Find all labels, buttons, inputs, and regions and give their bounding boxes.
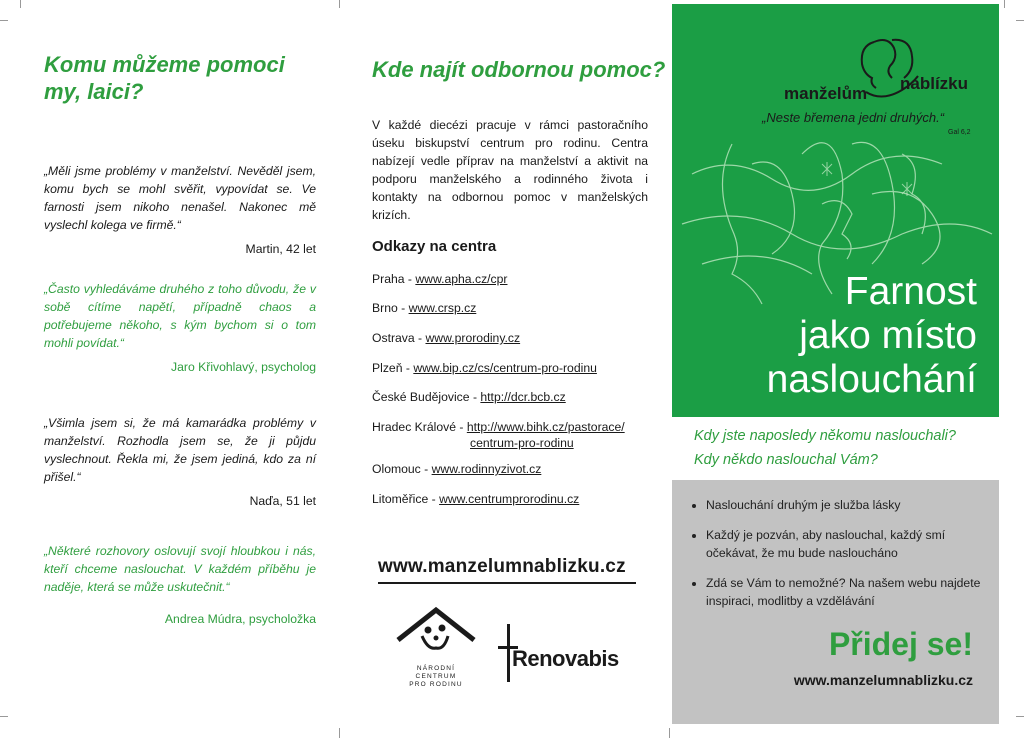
middle-column bbox=[340, 0, 670, 738]
cover-green-box bbox=[672, 4, 999, 417]
quote-author: Naďa, 51 let bbox=[249, 494, 316, 508]
ncr-logo-text: CENTRUM bbox=[415, 673, 457, 680]
crop-mark bbox=[1004, 0, 1005, 8]
center-link[interactable]: http://www.bihk.cz/pastorace/ bbox=[466, 420, 625, 434]
city-label: Litoměřice - bbox=[372, 492, 440, 506]
quote-author: Martin, 42 let bbox=[245, 242, 316, 256]
left-column bbox=[0, 0, 340, 738]
city-label: Praha - bbox=[372, 272, 416, 286]
quote-block bbox=[44, 414, 316, 510]
center-link-item bbox=[372, 331, 520, 345]
cover-title bbox=[767, 270, 977, 402]
crop-mark bbox=[1016, 20, 1024, 21]
links-heading: Odkazy na centra bbox=[372, 238, 497, 255]
brand-name-left: manželům bbox=[784, 84, 868, 103]
center-link[interactable]: www.prorodiny.cz bbox=[425, 331, 521, 345]
cover-title-line: jako místo bbox=[799, 314, 977, 357]
quote-block bbox=[44, 280, 316, 376]
center-link-continuation[interactable]: centrum-pro-rodinu bbox=[470, 436, 574, 450]
ncr-logo bbox=[392, 604, 480, 688]
quote-block bbox=[44, 162, 316, 258]
ncr-logo-text: PRO RODINU bbox=[409, 681, 463, 688]
bullet-list bbox=[690, 496, 998, 622]
crop-mark bbox=[1016, 716, 1024, 717]
quote-text: „Často vyhledáváme druhého z toho důvodu, že v sobě cítíme napětí, případně chaos a potřebujeme někoho, s kým bychom si o tom mohli povídat.“ bbox=[44, 282, 316, 350]
quote-author: Andrea Múdra, psycholožka bbox=[164, 612, 316, 626]
center-link[interactable]: www.rodinnyzivot.cz bbox=[431, 462, 542, 476]
bullet-item: • Naslouchání druhým je služba lásky bbox=[706, 496, 998, 514]
divider bbox=[378, 582, 636, 584]
center-link-item bbox=[372, 420, 625, 450]
middle-heading: Kde najít odbornou pomoc? bbox=[372, 57, 666, 82]
city-label: Olomouc - bbox=[372, 462, 432, 476]
website-url[interactable]: www.manzelumnablizku.cz bbox=[378, 556, 626, 577]
center-link[interactable]: www.crsp.cz bbox=[408, 301, 477, 315]
house-family-icon bbox=[392, 604, 480, 660]
center-link-item bbox=[372, 361, 597, 375]
quote-author: Jaro Křivohlavý, psycholog bbox=[171, 360, 316, 374]
cover-title-line: Farnost bbox=[844, 270, 977, 313]
bullet-item: • Každý je pozván, aby naslouchal, každý smí očekávat, že mu bude nasloucháno bbox=[706, 526, 998, 562]
city-label: Brno - bbox=[372, 301, 409, 315]
info-gray-box bbox=[672, 480, 999, 724]
call-to-action: Přidej se! bbox=[828, 626, 973, 662]
center-link-item bbox=[372, 462, 541, 476]
city-label: Hradec Králové - bbox=[372, 420, 467, 434]
center-link[interactable]: www.bip.cz/cs/centrum-pro-rodinu bbox=[413, 361, 597, 375]
question-line: Kdy někdo naslouchal Vám? bbox=[694, 452, 878, 468]
motto-reference: Gal 6,2 bbox=[948, 129, 971, 136]
motto: „Neste břemena jedni druhých.“ bbox=[762, 110, 945, 125]
center-link[interactable]: www.apha.cz/cpr bbox=[415, 272, 508, 286]
center-link-item bbox=[372, 301, 476, 315]
left-heading bbox=[44, 51, 285, 105]
left-heading-line2: my, laici? bbox=[44, 79, 144, 104]
quote-text: „Všimla jsem si, že má kamarádka problémy v manželství. Rozhodla jsem se, že ji půjdu vyslechnout. Řekla mi, že jsem jediná, kdo za ní přišel.“ bbox=[44, 416, 316, 484]
left-heading-line1: Komu můžeme pomoci bbox=[44, 52, 285, 77]
city-label: České Budějovice - bbox=[372, 390, 481, 404]
ncr-logo-text: NÁRODNÍ bbox=[416, 665, 456, 672]
center-link-item bbox=[372, 272, 507, 286]
center-link-item bbox=[372, 390, 566, 404]
center-link[interactable]: www.centrumprorodinu.cz bbox=[439, 492, 580, 506]
intro-paragraph: V každé diecézi pracuje v rámci pastoračního úseku biskupství centrum pro rodinu. Centra nabízejí vedle příprav na manželství a aktivit na podporu manželského a rodinného života i kontakty na odbornou pomoc v manželských krizích. bbox=[372, 118, 648, 222]
cover-title-line: naslouchání bbox=[766, 358, 977, 401]
quote-text: „Měli jsme problémy v manželství. Nevěděl jsem, komu bych se mohl svěřit, vypovídat se. Ve farnosti jsem nikoho nenašel. Nakonec mě vyslechl kolega ve firmě.“ bbox=[44, 164, 316, 232]
brand-name-right: nablízku bbox=[900, 74, 969, 93]
city-label: Ostrava - bbox=[372, 331, 426, 345]
renovabis-text: Renovabis bbox=[512, 646, 619, 671]
quote-block bbox=[44, 542, 316, 628]
center-link[interactable]: http://dcr.bcb.cz bbox=[480, 390, 566, 404]
bullet-item: • Zdá se Vám to nemožné? Na našem webu najdete inspiraci, modlitby a vzdělávání bbox=[706, 574, 998, 610]
website-url[interactable]: www.manzelumnablizku.cz bbox=[793, 672, 973, 688]
question-line: Kdy jste naposledy někomu naslouchali? bbox=[694, 428, 956, 444]
center-link-item bbox=[372, 492, 579, 506]
renovabis-logo bbox=[498, 624, 638, 684]
city-label: Plzeň - bbox=[372, 361, 414, 375]
quote-text: „Některé rozhovory oslovují svojí hloubkou i nás, kteří chceme naslouchat. V každém příběhu je naděje, která se může uskutečnit.“ bbox=[44, 544, 316, 594]
